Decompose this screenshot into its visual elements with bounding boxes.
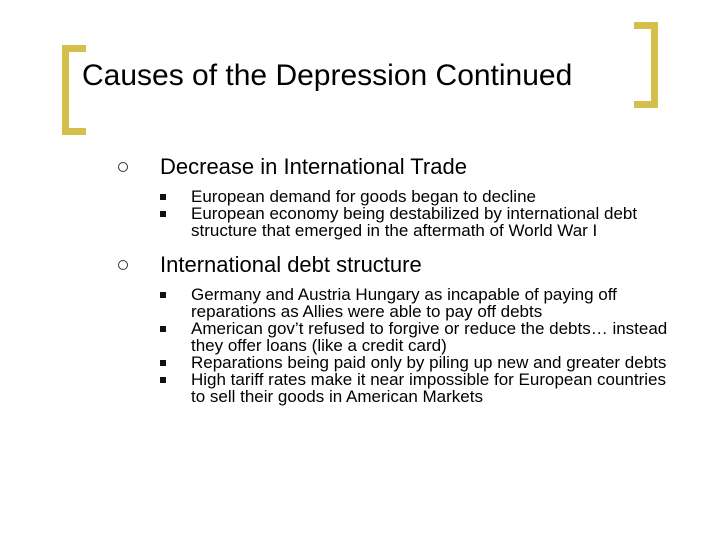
subtopic-item xyxy=(160,354,678,371)
subtopic-item xyxy=(160,320,678,354)
square-bullet-icon xyxy=(160,326,166,332)
subtopic-list xyxy=(160,286,678,405)
subtopic-item xyxy=(160,205,678,239)
square-bullet-icon xyxy=(160,292,166,298)
slide-title: Causes of the Depression Continued xyxy=(82,59,573,92)
subtopic-text: European economy being destabilized by international debt structure that emerged in the aftermath of World War I xyxy=(191,204,638,240)
square-bullet-icon xyxy=(160,360,166,366)
square-bullet-icon xyxy=(160,377,166,383)
title-right-bracket-bottom xyxy=(634,101,658,108)
subtopic-text: American gov’t refused to forgive or reduce the debts… instead they offer loans (like a credit card) xyxy=(191,319,668,355)
subtopic-text: High tariff rates make it near impossible for European countries to sell their goods in American Markets xyxy=(191,370,666,406)
topic-heading: Decrease in International Trade xyxy=(160,154,467,179)
subtopic-item xyxy=(160,371,678,405)
title-left-bracket xyxy=(62,45,69,135)
title-right-bracket xyxy=(651,22,658,108)
topic-item xyxy=(118,153,678,239)
title-right-bracket-top xyxy=(634,22,658,29)
subtopic-item xyxy=(160,286,678,320)
subtopic-item xyxy=(160,188,678,205)
topic-heading: International debt structure xyxy=(160,252,422,277)
circle-bullet-icon xyxy=(118,162,128,172)
square-bullet-icon xyxy=(160,211,166,217)
title-left-bracket-top xyxy=(62,45,86,52)
topic-list xyxy=(118,153,678,405)
subtopic-text: Germany and Austria Hungary as incapable of paying off reparations as Allies were able to pay off debts xyxy=(191,285,617,321)
title-left-bracket-bottom xyxy=(62,128,86,135)
topic-item xyxy=(118,251,678,405)
subtopic-text: Reparations being paid only by piling up new and greater debts xyxy=(191,353,667,372)
subtopic-text: European demand for goods began to decline xyxy=(191,187,536,206)
square-bullet-icon xyxy=(160,194,166,200)
subtopic-list xyxy=(160,188,678,239)
circle-bullet-icon xyxy=(118,260,128,270)
